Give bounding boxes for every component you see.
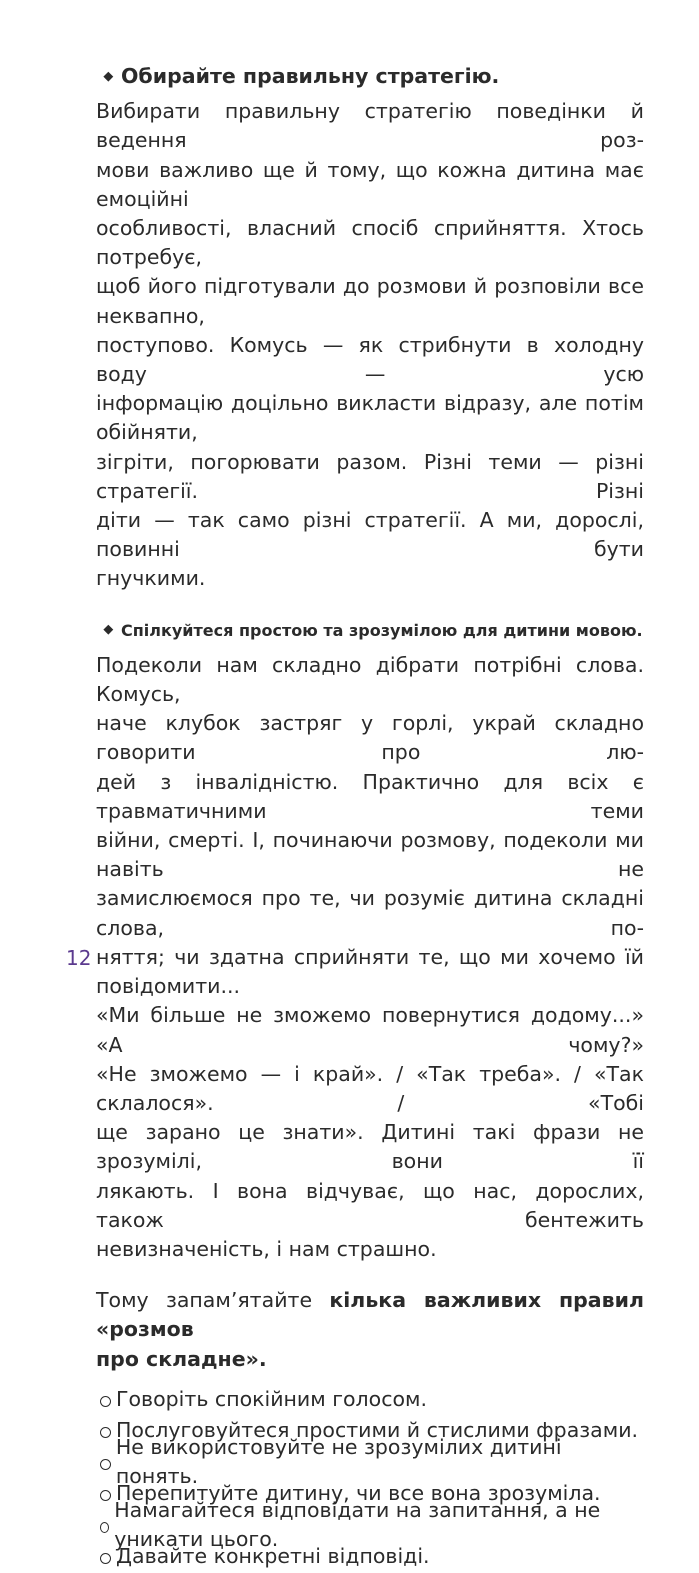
rule-text: Давайте конкретні відповіді. [116,1544,430,1569]
page-number: 12 [66,946,92,970]
rule-text: Послуговуйтеся простими й стислими фразами. [116,1418,639,1443]
intro-bold: кілька важливих правил «розмов [96,1288,644,1342]
list-item [100,1384,644,1416]
rule-text: Намагайтеся відповідати на запитання, а не уникати цього. [114,1498,601,1552]
text-line: діти — так само різні стратегії. А ми, дорослі, повинні бути [96,508,644,562]
text-line: дей з інвалідністю. Практично для всіх є травматичними теми [96,769,644,823]
rule-text: Перепитуйте дитину, чи все вона зрозуміла. [116,1481,601,1506]
circle-bullet-icon [100,1427,111,1438]
intro-line [96,1345,644,1374]
rule-text: Не використовуйте не зрозумілих дитині понять. [115,1435,562,1489]
paragraph-strategy [96,97,644,593]
text-line: війни, смерті. І, починаючи розмову, подеколи ми навіть не [96,828,644,882]
circle-bullet-icon [100,1459,111,1470]
text-line: «Ми більше не зможемо повернутися додому...» «А чому?» [96,1003,644,1057]
text-line: зігріти, погорювати разом. Різні теми — різні стратегії. Різні [96,449,644,503]
heading-text: Спілкуйтеся простою та зрозумілою для дитини мовою. [121,620,643,640]
text-line: наче клубок застряг у горлі, украй складно говорити про лю- [96,711,644,765]
circle-bullet-icon [100,1553,111,1564]
intro-line [96,1286,644,1344]
intro-bold: про складне». [96,1346,267,1371]
text-line: ще зарано це знати». Дитині такі фрази не зрозумілі, вони її [96,1120,644,1174]
text-line: поступово. Комусь — як стрибнути в холодну воду — усю [96,332,644,387]
rules-list [96,1384,644,1573]
diamond-bullet-icon [103,72,113,82]
text-line: Подеколи нам складно дібрати потрібні слова. Комусь, [96,652,644,707]
section-heading-language [100,616,644,645]
text-line: лякають. І вона відчуває, що нас, дорослих, також бентежить [96,1178,644,1232]
list-item [100,1498,644,1552]
text-line: щоб його підготували до розмови й розповіли все неквапно, [96,274,644,328]
circle-bullet-icon [100,1396,111,1407]
rules-intro [96,1286,644,1374]
text-line: невизначеність, і нам страшно. [96,1236,437,1261]
circle-bullet-icon [100,1522,109,1533]
section-heading-strategy [100,62,644,91]
text-line: інформацію доцільно викласти відразу, але потім обійняти, [96,391,644,445]
text-line: Вибирати правильну стратегію поведінки й ведення роз- [96,99,644,153]
text-line: «Не зможемо — і край». / «Так треба». / «Так склалося». / «Тобі [96,1061,644,1115]
paragraph-language [96,651,644,1264]
text-line: гнучкими. [96,566,206,591]
text-column [96,62,644,1573]
text-line: особливості, власний спосіб сприйняття. Хтось потребує, [96,216,644,270]
list-item [100,1435,644,1489]
circle-bullet-icon [100,1490,111,1501]
text-line: замислюємося про те, чи розуміє дитина складні слова, по- [96,886,644,940]
text-line: мови важливо ще й тому, що кожна дитина має емоційні [96,157,644,211]
intro-lead: Тому запам’ятайте [96,1288,330,1313]
rule-text: Говоріть спокійним голосом. [116,1386,427,1411]
heading-text: Обирайте правильну стратегію. [121,64,500,88]
text-line: няття; чи здатна сприйняти те, що ми хочемо їй повідомити... [96,944,644,999]
diamond-bullet-icon [103,624,113,634]
